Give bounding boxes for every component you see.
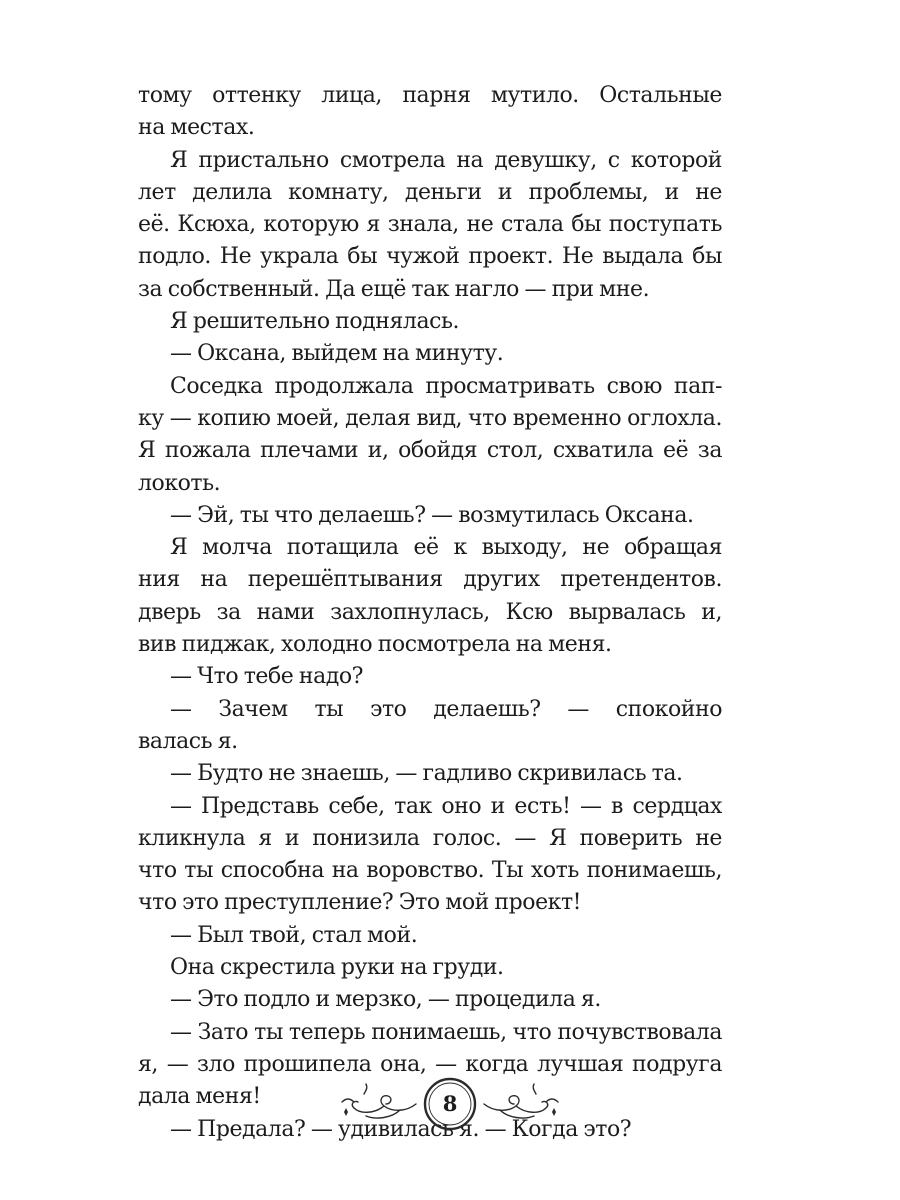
text-line: дверь за нами захлопнулась, Ксю вырвалась и,	[138, 599, 722, 625]
text-line: подло. Не украла бы чужой проект. Не выдала бы	[138, 244, 722, 270]
text-line: тому оттенку лица, парня мутило. Остальные	[138, 83, 722, 108]
text-line: Я пожала плечами и, обойдя стол, схватила её за	[138, 438, 722, 464]
text-line: что это преступление? Это мой проект!	[138, 890, 582, 916]
text-line: — Был твой, стал мой.	[170, 922, 418, 948]
text-line: — Это подло и мерзко, — процедила я.	[170, 987, 601, 1013]
text-line: — Оксана, выйдем на минуту.	[170, 341, 504, 367]
text-line: за собственный. Да ещё так нагло — при мне.	[138, 276, 650, 302]
text-line: Я пристально смотрела на девушку, с которой	[170, 147, 722, 173]
text-line: — Эй, ты что делаешь? — возмутилась Оксана.	[170, 502, 694, 528]
text-line: Соседка продолжала просматривать свою пап-	[170, 373, 722, 399]
text-line: — Представь себе, так оно и есть! — в сердцах	[170, 793, 722, 819]
text-line: дала меня!	[138, 1084, 261, 1110]
text-line: ния на перешёптывания других претендентов.	[138, 567, 722, 593]
text-line: Я решительно поднялась.	[170, 309, 460, 335]
text-line: — Зато ты теперь понимаешь, что почувствовала	[170, 1019, 722, 1045]
text-line: Она скрестила руки на груди.	[170, 955, 504, 981]
text-line: я, — зло прошипела она, — когда лучшая подруга	[138, 1051, 722, 1077]
page-footer	[330, 1072, 570, 1136]
text-line: кликнула я и понизила голос. — Я поверить не	[138, 825, 722, 851]
text-line: ку — копию моей, делая вид, что временно оглохла.	[138, 405, 722, 431]
text-line: её. Ксюха, которую я знала, не стала бы поступать	[138, 212, 722, 238]
text-line: — Зачем ты это делаешь? — спокойно	[170, 696, 722, 722]
text-line: лет делила комнату, деньги и проблемы, и не	[138, 179, 722, 205]
text-line: валась я.	[138, 728, 238, 754]
page-number: 8	[442, 1091, 458, 1116]
text-line: — Будто не знаешь, — гадливо скривилась та.	[170, 761, 683, 787]
text-line: что ты способна на воровство. Ты хоть понимаешь,	[138, 858, 722, 884]
text-line: локоть.	[138, 470, 221, 496]
text-line: — Что тебе надо?	[170, 664, 364, 690]
text-line: — Предала? — удивилась я. — Когда это?	[170, 1116, 632, 1142]
book-page-text	[138, 80, 722, 1146]
text-line: вив пиджак, холодно посмотрела на меня.	[138, 632, 612, 658]
text-line: Я молча потащила её к выходу, не обращая	[170, 535, 722, 561]
text-line: на местах.	[138, 115, 255, 141]
